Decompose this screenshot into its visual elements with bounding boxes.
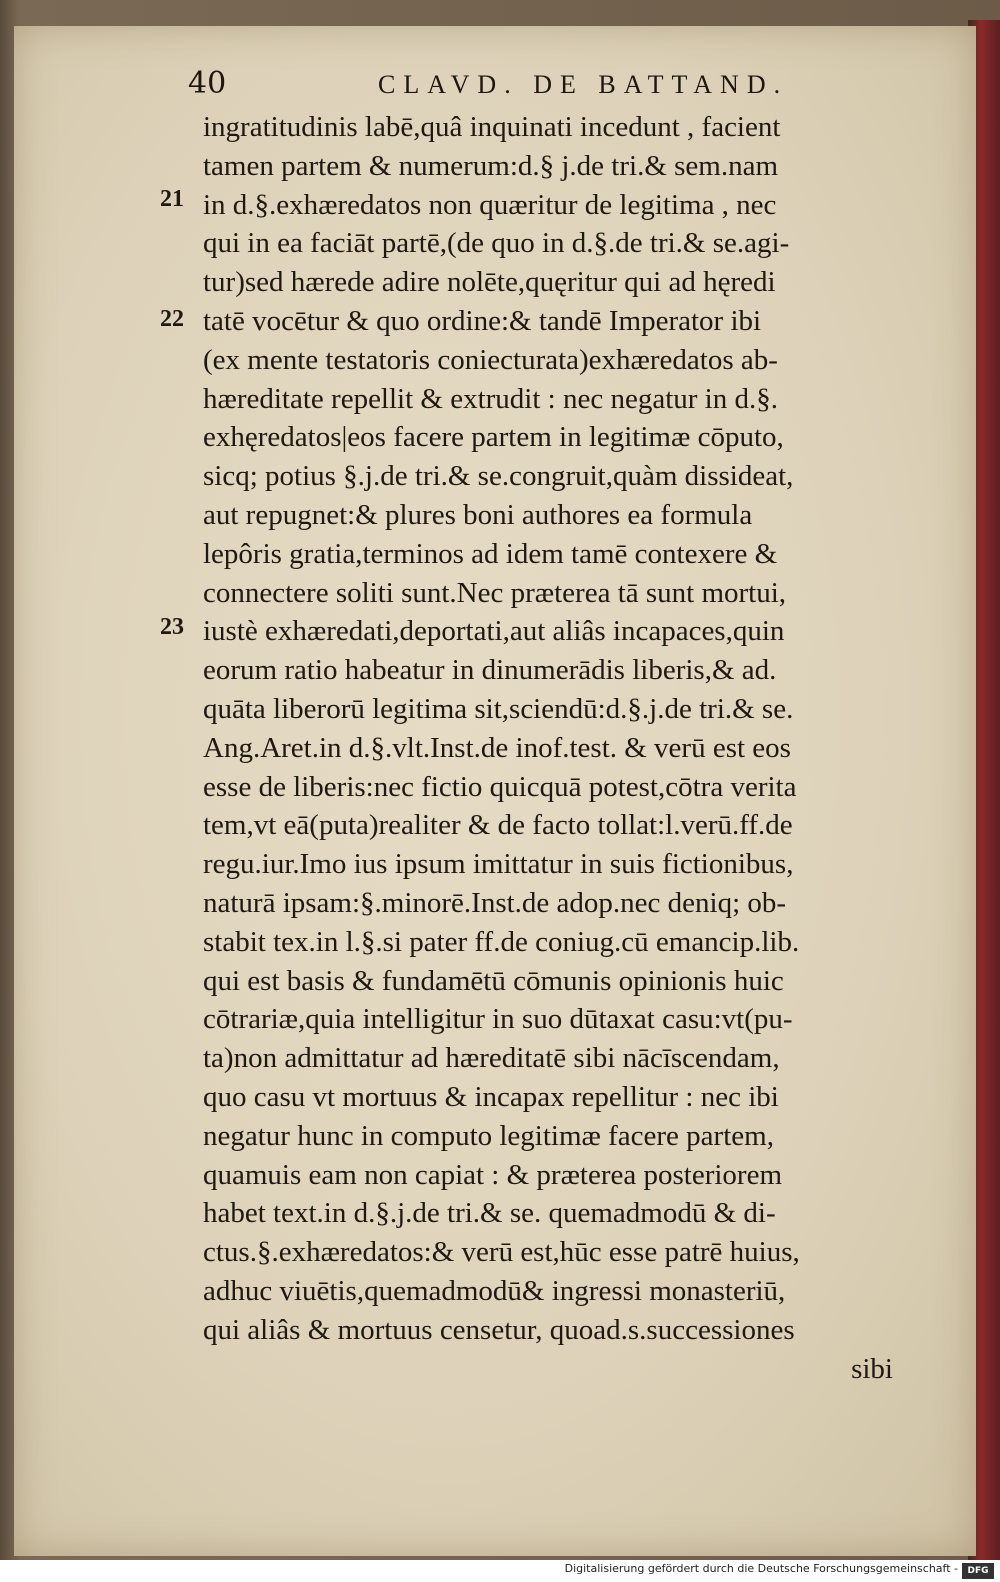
text-line: exhęredatos|eos facere partem in legitimæ cōputo,: [203, 421, 784, 454]
text-line: hæreditate repellit & extrudit : nec negatur in d.§.: [203, 382, 778, 415]
text-line: (ex mente testatoris coniecturata)exhæredatos ab-: [203, 343, 778, 376]
text-line: tem,vt eā(puta)realiter & de facto tollat:l.verū.ff.de: [203, 809, 793, 842]
text-line: aut repugnet:& plures boni authores ea formula: [203, 498, 753, 531]
text-line: naturā ipsam:§.minorē.Inst.de adop.nec deniq; ob-: [203, 886, 787, 919]
text-line: ta)non admittatur ad hæreditatē sibi nācīscendam,: [203, 1042, 780, 1075]
text-line: sicq; potius §.j.de tri.& se.congruit,quàm dissideat,: [203, 460, 794, 493]
text-line: eorum ratio habeatur in dinumerādis liberis,& ad.: [203, 654, 777, 687]
text-line: tur)sed hærede adire nolēte,quęritur qui ad hęredi: [203, 266, 776, 299]
text-line: qui in ea faciāt partē,(de quo in d.§.de tri.& se.agi-: [203, 227, 790, 260]
margin-note-23: 23: [160, 614, 184, 640]
text-line: qui aliâs & mortuus censetur, quoad.s.successiones: [203, 1313, 795, 1346]
text-line: connectere soliti sunt.Nec præterea tā sunt mortui,: [203, 576, 787, 609]
running-head: [188, 66, 908, 110]
text-line: sibi: [851, 1352, 893, 1385]
text-line: regu.iur.Imo ius ipsum imittatur in suis fictionibus,: [203, 848, 794, 881]
text-line: habet text.in d.§.j.de tri.& se. quemadmodū & di-: [203, 1197, 776, 1230]
footer-bar: [0, 1560, 1000, 1582]
text-line: Ang.Aret.in d.§.vlt.Inst.de inof.test. & verū est eos: [203, 731, 791, 764]
page-number: 40: [188, 66, 227, 101]
text-line: esse de liberis:nec fictio quicquā potest,cōtra verita: [203, 770, 797, 803]
text-line: iustè exhæredati,deportati,aut aliâs incapaces,quin: [203, 615, 785, 648]
text-line: ctus.§.exhæredatos:& verū est,hūc esse patrē huius,: [203, 1236, 800, 1269]
running-title: CLAVD. DE BATTAND.: [378, 70, 789, 99]
text-line: stabit tex.in l.§.si pater ff.de coniug.cū emancip.lib.: [203, 925, 800, 958]
text-line: ingratitudinis labē,quâ inquinati incedunt , facient: [203, 111, 781, 143]
text-line: tatē vocētur & quo ordine:& tandē Imperator ibi: [203, 304, 762, 337]
text-line: adhuc viuētis,quemadmodū& ingressi monasteriū,: [203, 1274, 786, 1307]
text-line: tamen partem & numerum:d.§ j.de tri.& sem.nam: [203, 149, 779, 182]
margin-note-22: 22: [160, 306, 184, 332]
text-line: cōtrariæ,quia intelligitur in suo dūtaxat casu:vt(pu-: [203, 1003, 793, 1036]
text-line: quāta liberorū legitima sit,sciendū:d.§.j.de tri.& se.: [203, 692, 794, 725]
dfg-logo: DFG: [962, 1563, 994, 1579]
text-line: quamuis eam non capiat : & præterea posteriorem: [203, 1158, 783, 1191]
text-line: quo casu vt mortuus & incapax repellitur : nec ibi: [203, 1080, 779, 1113]
body-text: [203, 108, 903, 1388]
text-line: lepôris gratia,terminos ad idem tamē contexere &: [203, 537, 778, 570]
funding-notice: Digitalisierung gefördert durch die Deutsche Forschungsgemeinschaft -: [564, 1562, 958, 1575]
text-line: negatur hunc in computo legitimæ facere partem,: [203, 1119, 774, 1152]
text-line: in d.§.exhæredatos non quæritur de legitima , nec: [203, 188, 777, 221]
text-line: qui est basis & fundamētū cōmunis opinionis huic: [203, 964, 784, 997]
margin-note-21: 21: [160, 186, 184, 212]
